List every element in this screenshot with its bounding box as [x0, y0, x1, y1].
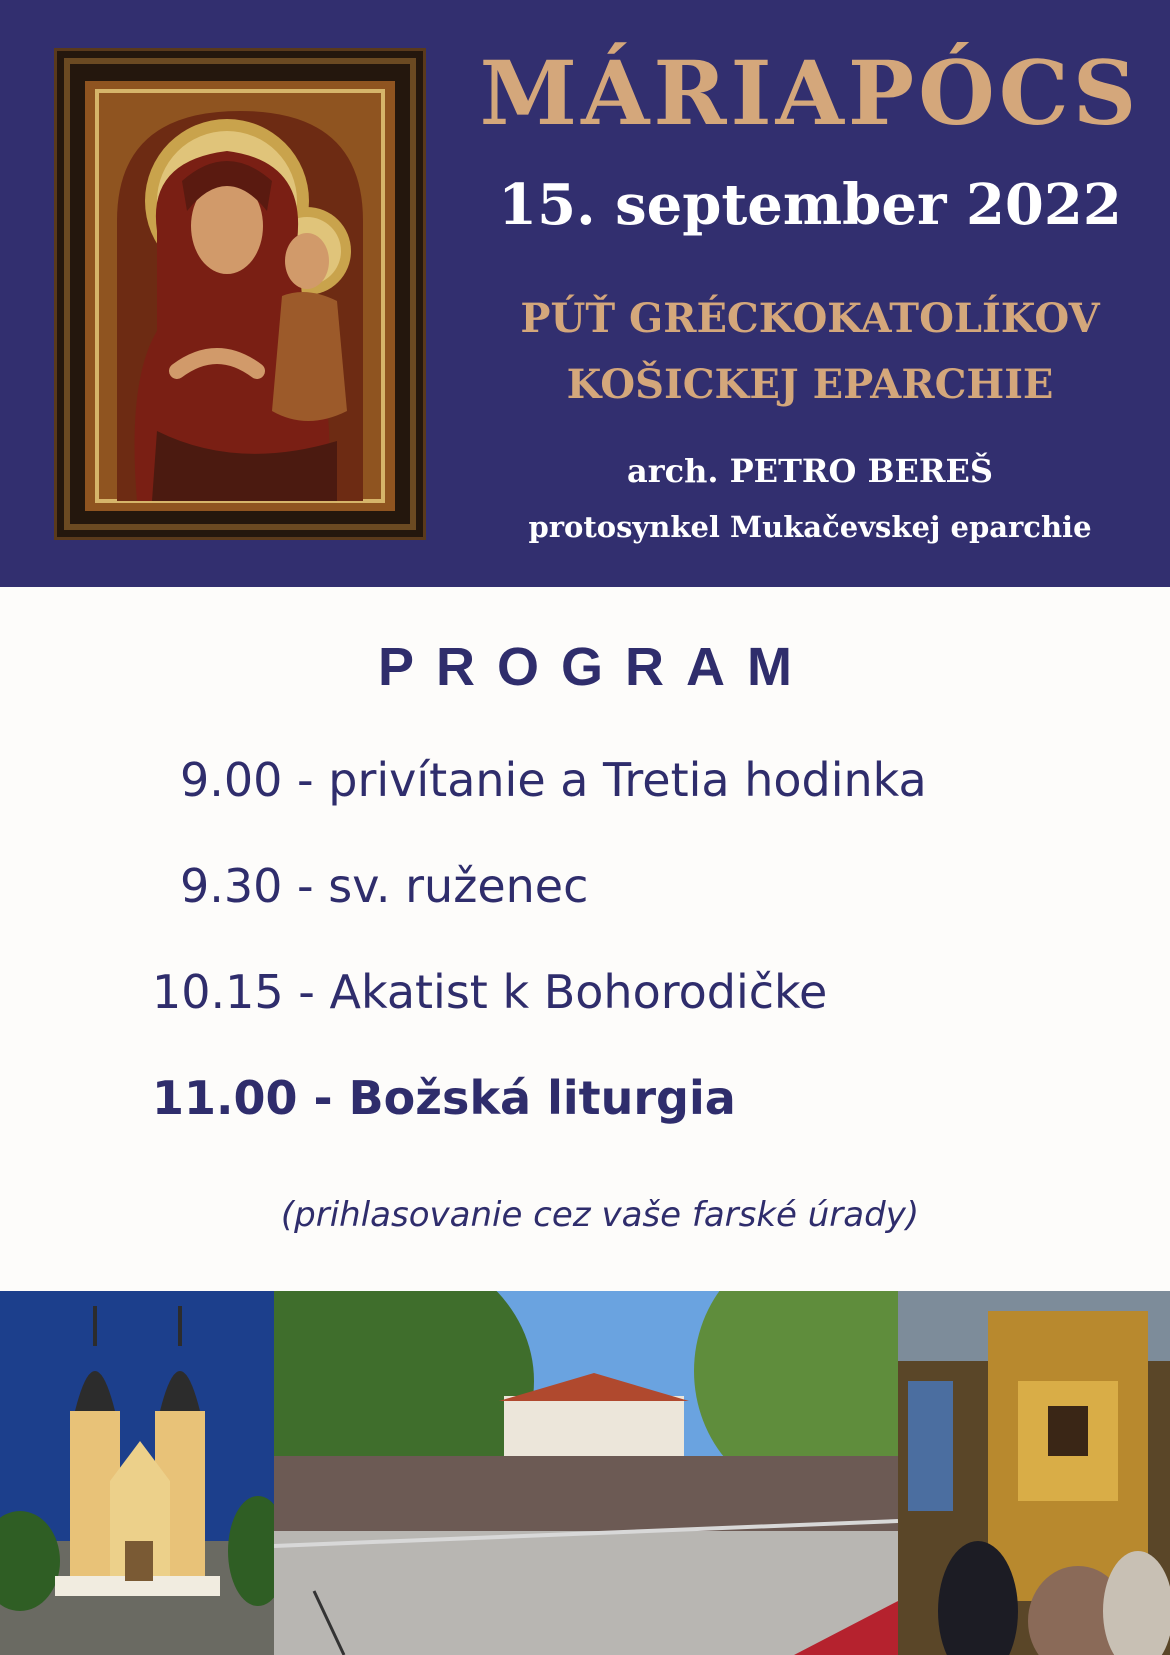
program-item-highlight: 11.00 - Božská liturgia	[152, 1071, 736, 1125]
guest-role: protosynkel Mukačevskej eparchie	[528, 510, 1092, 544]
header-banner	[0, 0, 1170, 587]
program-heading: PROGRAM	[378, 637, 814, 697]
madonna-icon-image	[54, 48, 426, 540]
pilgrimage-line-1: PÚŤ GRÉCKOKATOLÍKOV	[520, 295, 1100, 342]
program-item: 9.30 - sv. ruženec	[180, 859, 589, 913]
program-item: 9.00 - privítanie a Tretia hodinka	[180, 753, 927, 807]
event-date: 15. september 2022	[498, 172, 1122, 238]
guest-name: arch. PETRO BEREŠ	[626, 452, 994, 490]
pilgrimage-title	[470, 286, 1150, 418]
pilgrims-crowd-photo	[274, 1291, 898, 1655]
altar-interior-photo	[898, 1291, 1170, 1655]
pilgrimage-line-2: KOŠICKEJ EPARCHIE	[566, 361, 1054, 408]
basilica-photo	[0, 1291, 274, 1655]
page-title: MÁRIAPÓCS	[479, 41, 1141, 145]
registration-note: (prihlasovanie cez vaše farské úrady)	[280, 1195, 920, 1235]
program-item: 10.15 - Akatist k Bohorodičke	[152, 965, 828, 1019]
